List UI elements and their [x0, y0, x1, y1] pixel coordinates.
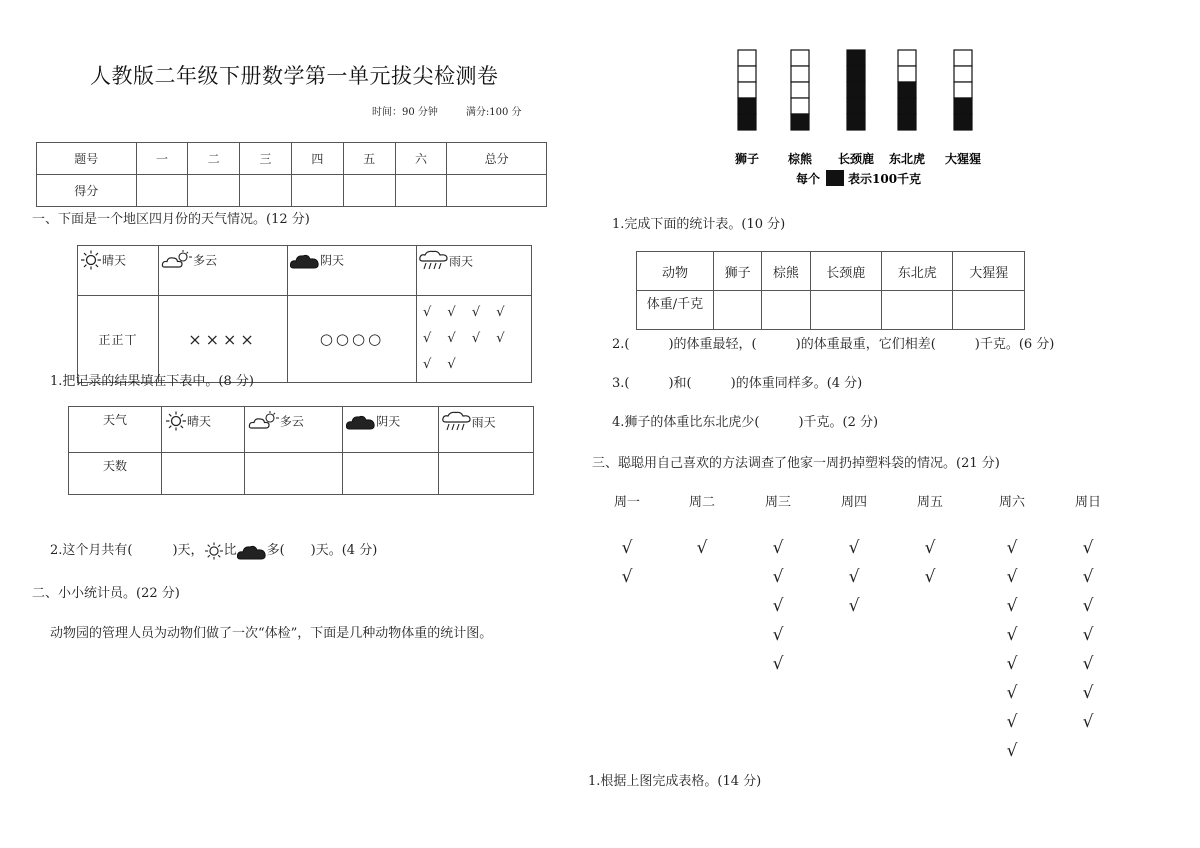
bar-block-filled	[847, 98, 865, 114]
bar-block-filled	[847, 114, 865, 130]
section1-heading: 一、下面是一个地区四月份的天气情况。(12 分)	[32, 212, 310, 227]
check-mark: √	[1082, 683, 1094, 703]
days-col-overcast	[343, 407, 438, 453]
time-limit: 时间：90 分钟	[372, 107, 438, 118]
weather-label: 晴天	[102, 253, 127, 268]
day-column	[910, 491, 950, 592]
check-mark: √	[772, 538, 784, 558]
check-mark: √	[1082, 596, 1094, 616]
bar-block-filled	[847, 66, 865, 82]
section2-q1: 1.完成下面的统计表。(10 分)	[612, 217, 786, 232]
score-header-cell: 题号	[37, 143, 137, 175]
check-mark: √	[1006, 538, 1018, 558]
score-header-cell: 四	[291, 143, 343, 175]
score-header-cell: 一	[136, 143, 188, 175]
category-labels	[735, 151, 981, 166]
score-row	[37, 175, 547, 207]
weather-label: 阴天	[376, 414, 401, 429]
legend-block	[826, 170, 844, 186]
day-column	[682, 491, 722, 563]
weight-answer-cell[interactable]	[881, 291, 952, 330]
day-label: 周三	[764, 495, 791, 510]
q2-text: 比	[223, 543, 237, 558]
overcast-icon	[346, 411, 376, 431]
bar-block-empty	[954, 66, 972, 82]
check-mark: √	[848, 596, 860, 616]
score-header-cell: 六	[395, 143, 447, 175]
sunny-record: 正正丅	[78, 296, 159, 383]
check-mark: √	[1082, 567, 1094, 587]
check-mark: √	[772, 625, 784, 645]
bar-block-filled	[738, 114, 756, 130]
category-label: 东北虎	[888, 152, 926, 166]
section2-q3: 3.( )和( )的体重同样多。(4 分)	[612, 376, 863, 391]
check-mark: √	[772, 567, 784, 587]
weather-label: 雨天	[449, 254, 474, 269]
sunny-icon	[80, 250, 102, 270]
weather-cell-overcast	[288, 246, 417, 296]
rain-record: √ √ √ √ √ √ √ √ √ √	[417, 296, 532, 383]
day-label: 周五	[916, 495, 943, 510]
animal-row-label: 动物	[637, 252, 714, 291]
time-info	[372, 103, 550, 118]
weather-row-label: 天气	[69, 407, 162, 453]
animal-col-header: 狮子	[714, 252, 762, 291]
day-column	[758, 491, 798, 679]
bar-block-empty	[954, 50, 972, 66]
weight-answer-cell[interactable]	[762, 291, 810, 330]
day-column	[834, 491, 874, 621]
bar-block-empty	[898, 50, 916, 66]
q2-text: )天，	[172, 543, 204, 558]
bar-block-empty	[954, 82, 972, 98]
cloudy-record: ××××	[159, 296, 288, 383]
weight-answer-cell[interactable]	[810, 291, 881, 330]
animal-col-header: 大猩猩	[953, 252, 1025, 291]
cloudy-icon	[248, 411, 280, 431]
weather-days-table	[68, 406, 534, 495]
bar-group	[738, 50, 972, 130]
score-header-cell: 二	[188, 143, 240, 175]
score-header-cell: 五	[343, 143, 395, 175]
full-score: 满分:100 分	[465, 107, 522, 118]
bar-block-filled	[898, 98, 916, 114]
days-col-rain	[438, 407, 533, 453]
weather-label: 阴天	[320, 253, 345, 268]
score-cell[interactable]	[395, 175, 447, 207]
section2-intro: 动物园的管理人员为动物们做了一次“体检”，下面是几种动物体重的统计图。	[50, 626, 493, 641]
animal-col-header: 东北虎	[881, 252, 952, 291]
section2-q2: 2.( )的体重最轻，( )的体重最重，它们相差( )千克。(6 分)	[612, 337, 1055, 352]
weather-record-table	[77, 245, 532, 383]
weather-cell-rain	[417, 246, 532, 296]
overcast-record: ○○○○	[288, 296, 417, 383]
check-mark: √	[1082, 625, 1094, 645]
overcast-icon	[237, 541, 267, 561]
bar-block-empty	[738, 66, 756, 82]
days-answer-cell[interactable]	[244, 453, 342, 495]
bar-block-empty	[791, 82, 809, 98]
category-label: 大猩猩	[944, 152, 982, 166]
bar-block-filled	[954, 114, 972, 130]
cloudy-icon	[161, 250, 193, 270]
day-column	[992, 491, 1032, 766]
score-row-label: 得分	[37, 175, 137, 207]
score-cell[interactable]	[291, 175, 343, 207]
check-mark: √	[848, 538, 860, 558]
bar-block-filled	[898, 82, 916, 98]
legend-prefix: 每个	[796, 172, 821, 186]
check-mark: √	[1082, 712, 1094, 732]
bar-block-filled	[847, 82, 865, 98]
q2-text: )天。(4 分)	[310, 543, 378, 558]
check-mark: √	[696, 538, 708, 558]
section2-q4: 4.狮子的体重比东北虎少( )千克。(2 分)	[612, 415, 879, 430]
weather-label: 雨天	[471, 415, 496, 430]
check-mark: √	[1006, 712, 1018, 732]
check-mark: √	[1006, 654, 1018, 674]
category-label: 长颈鹿	[837, 152, 875, 166]
section1-q1: 1.把记录的结果填在下表中。(8 分)	[50, 374, 254, 389]
check-mark: √	[924, 538, 936, 558]
bar-block-empty	[791, 50, 809, 66]
section3-heading: 三、聪聪用自己喜欢的方法调查了他家一周扔掉塑料袋的情况。(21 分)	[592, 456, 1000, 471]
animal-col-header: 长颈鹿	[810, 252, 881, 291]
sunny-icon	[165, 411, 187, 431]
bar-block-empty	[738, 82, 756, 98]
overcast-icon	[290, 250, 320, 270]
weight-block-chart	[730, 48, 990, 188]
bar-block-empty	[898, 66, 916, 82]
score-cell[interactable]	[343, 175, 395, 207]
check-mark: √	[848, 567, 860, 587]
category-label: 棕熊	[787, 152, 813, 166]
bar-block-filled	[954, 98, 972, 114]
bar-block-filled	[898, 114, 916, 130]
page-title: 人教版二年级下册数学第一单元拔尖检测卷	[90, 64, 499, 88]
days-row-label: 天数	[69, 453, 162, 495]
day-column	[1068, 491, 1108, 737]
days-answer-cell[interactable]	[343, 453, 438, 495]
weather-label: 多云	[279, 414, 304, 429]
day-column	[607, 491, 647, 592]
section1-q2	[50, 539, 377, 561]
days-col-cloudy	[244, 407, 342, 453]
section2-heading: 二、小小统计员。(22 分)	[32, 586, 180, 601]
weight-row-label: 体重/千克	[637, 291, 714, 330]
bar-block-filled	[791, 114, 809, 130]
bar-block-filled	[738, 98, 756, 114]
q2-text: 多(	[266, 543, 285, 558]
check-mark: √	[772, 596, 784, 616]
weather-label: 多云	[193, 253, 218, 268]
day-label: 周日	[1074, 495, 1101, 510]
day-label: 周一	[613, 495, 640, 510]
sunny-icon	[204, 542, 224, 560]
animal-weight-table	[636, 251, 1025, 330]
check-mark: √	[1006, 625, 1018, 645]
weight-answer-cell[interactable]	[714, 291, 762, 330]
day-label: 周四	[840, 495, 867, 510]
check-mark: √	[1006, 683, 1018, 703]
check-mark: √	[772, 654, 784, 674]
score-header-cell: 三	[240, 143, 292, 175]
score-cell[interactable]	[188, 175, 240, 207]
weather-label: 晴天	[187, 414, 212, 429]
check-mark: √	[1082, 538, 1094, 558]
check-mark: √	[1082, 654, 1094, 674]
legend-suffix: 表示100千克	[848, 172, 922, 186]
day-label: 周二	[688, 495, 715, 510]
check-mark: √	[1006, 596, 1018, 616]
bar-block-empty	[738, 50, 756, 66]
days-col-sunny	[162, 407, 245, 453]
weight-answer-cell[interactable]	[953, 291, 1025, 330]
animal-col-header: 棕熊	[762, 252, 810, 291]
check-mark: √	[1006, 741, 1018, 761]
bar-block-filled	[847, 50, 865, 66]
category-label: 狮子	[734, 152, 760, 166]
bar-block-empty	[791, 98, 809, 114]
weather-cell-sunny	[78, 246, 159, 296]
score-table	[36, 142, 547, 207]
days-answer-cell[interactable]	[162, 453, 245, 495]
check-mark: √	[621, 567, 633, 587]
weather-cell-cloudy	[159, 246, 288, 296]
days-answer-cell[interactable]	[438, 453, 533, 495]
check-mark: √	[621, 538, 633, 558]
score-cell[interactable]	[447, 175, 547, 207]
bar-block-empty	[791, 66, 809, 82]
rain-icon	[442, 411, 472, 433]
score-cell[interactable]	[240, 175, 292, 207]
check-mark: √	[924, 567, 936, 587]
rain-icon	[419, 250, 449, 272]
section3-q1: 1.根据上图完成表格。(14 分)	[588, 774, 762, 789]
score-cell[interactable]	[136, 175, 188, 207]
day-label: 周六	[998, 495, 1025, 510]
score-header-row	[37, 143, 547, 175]
score-header-cell: 总分	[447, 143, 547, 175]
check-mark: √	[1006, 567, 1018, 587]
q2-text: 2.这个月共有(	[50, 543, 133, 558]
